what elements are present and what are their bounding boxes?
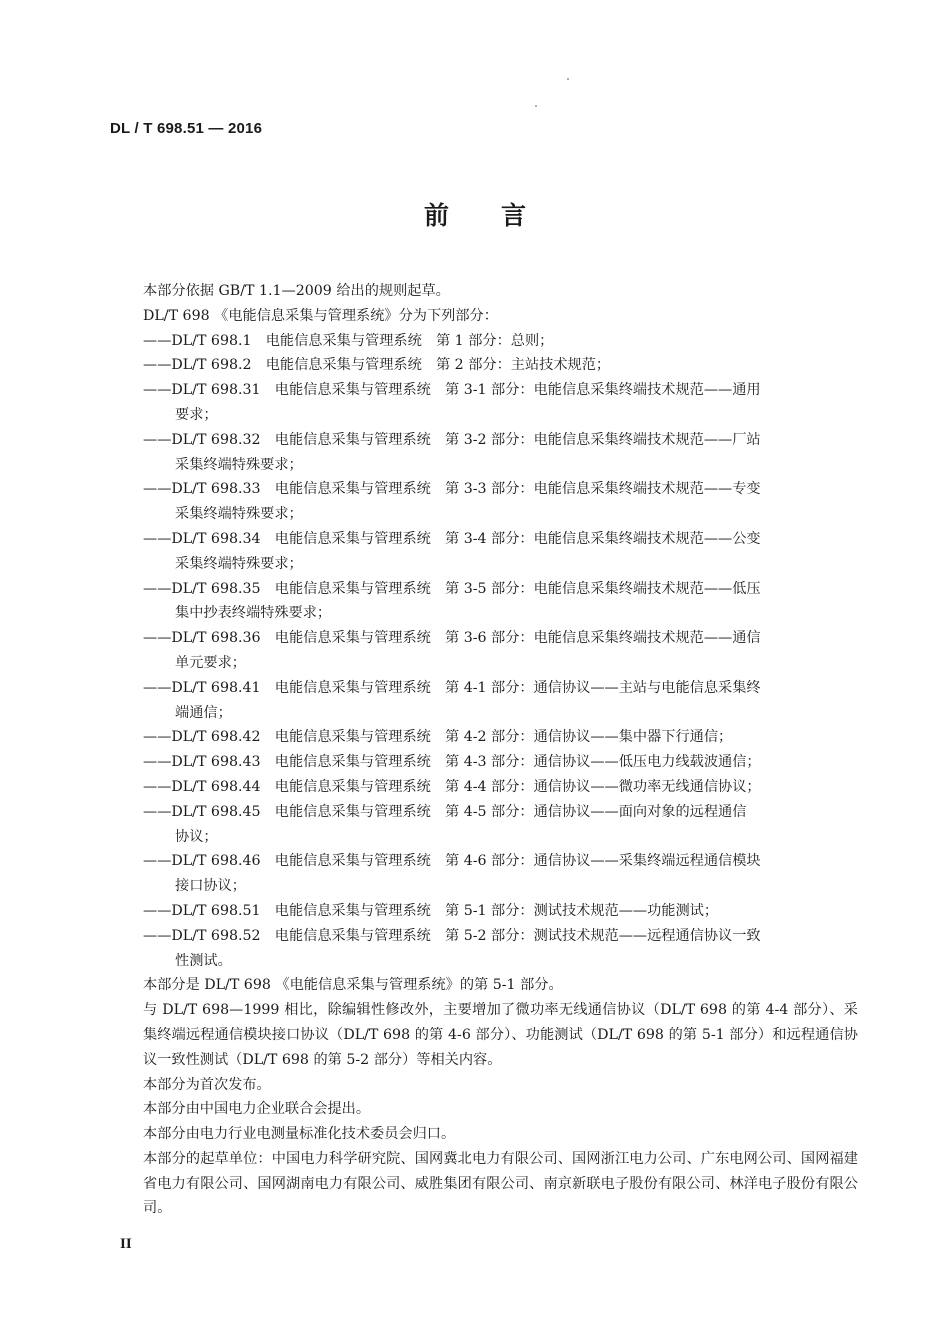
closing-paragraph: 本部分的起草单位：中国电力科学研究院、国网冀北电力有限公司、国网浙江电力公司、广东电网公司、国网福建省电力有限公司、国网湖南电力有限公司、威胜集团有限公司、南京新联电子股份有限公司、林洋电子股份有限公司。 [143,1150,858,1217]
closing-paragraph: 与 DL/T 698—1999 相比，除编辑性修改外，主要增加了微功率无线通信协议（DL/T 698 的第 4-4 部分）、采集终端远程通信模块接口协议（DL/T 698 的第 4-6 部分）、功能测试（DL/T 698 的第 5-1 部分）和远程通信协议一致性测试（DL/T 698 的第 5-2 部分）等相关内容。 [143,1002,858,1068]
list-item [143,353,858,378]
list-item-continuation: 接口协议； [175,878,246,895]
list-item-continuation: 端通信； [175,704,232,721]
list-item-continuation: 采集终端特殊要求； [175,506,303,523]
list-item-continuation: 采集终端特殊要求； [175,456,303,473]
list-item-text: ——DL/T 698.52 电能信息采集与管理系统 第 5-2 部分：测试技术规范——远程通信协议一致 [143,927,761,944]
list-item [143,725,858,750]
list-item-continuation: 集中抄表终端特殊要求； [175,605,332,622]
closing-block [143,973,858,1221]
list-item-text: ——DL/T 698.1 电能信息采集与管理系统 第 1 部分：总则； [143,332,554,349]
list-item-continuation: 采集终端特殊要求； [175,555,303,572]
list-item-continuation: 协议； [175,828,218,845]
list-item-text: ——DL/T 698.33 电能信息采集与管理系统 第 3-3 部分：电能信息采集终端技术规范——专变 [143,481,761,498]
list-item [143,775,858,800]
list-item-text: ——DL/T 698.45 电能信息采集与管理系统 第 4-5 部分：通信协议——面向对象的远程通信 [143,803,747,820]
standard-code-header: DL / T 698.51 — 2016 [110,120,263,137]
intro-paragraph: DL/T 698 《电能信息采集与管理系统》分为下列部分： [143,307,498,324]
list-item-text: ——DL/T 698.46 电能信息采集与管理系统 第 4-6 部分：通信协议——采集终端远程通信模块 [143,853,761,870]
closing-paragraph: 本部分是 DL/T 698 《电能信息采集与管理系统》的第 5-1 部分。 [143,977,563,994]
scan-speck [535,105,537,107]
closing-paragraph: 本部分由电力行业电测量标准化技术委员会归口。 [143,1126,456,1143]
list-item-text: ——DL/T 698.2 电能信息采集与管理系统 第 2 部分：主站技术规范； [143,357,611,374]
list-item [143,849,858,899]
list-item-continuation: 性测试。 [175,952,232,969]
list-item-continuation: 单元要求； [175,654,246,671]
list-item [143,626,858,676]
list-item [143,899,858,924]
list-item-text: ——DL/T 698.44 电能信息采集与管理系统 第 4-4 部分：通信协议——微功率无线通信协议； [143,778,761,795]
list-item [143,428,858,478]
page-title: 前言 [423,201,578,230]
intro-paragraph: 本部分依据 GB/T 1.1—2009 给出的规则起草。 [143,283,450,299]
list-item-text: ——DL/T 698.41 电能信息采集与管理系统 第 4-1 部分：通信协议——主站与电能信息采集终 [143,679,761,696]
list-item [143,924,858,974]
list-item-text: ——DL/T 698.34 电能信息采集与管理系统 第 3-4 部分：电能信息采集终端技术规范——公变 [143,530,761,547]
list-item-text: ——DL/T 698.51 电能信息采集与管理系统 第 5-1 部分：测试技术规范——功能测试； [143,902,719,919]
list-item-text: ——DL/T 698.43 电能信息采集与管理系统 第 4-3 部分：通信协议——低压电力线载波通信； [143,754,761,771]
list-item [143,329,858,354]
list-item [143,477,858,527]
closing-paragraph: 本部分为首次发布。 [143,1076,271,1093]
list-item [143,800,858,850]
page-number: II [120,1236,132,1252]
list-item-text: ——DL/T 698.31 电能信息采集与管理系统 第 3-1 部分：电能信息采集终端技术规范——通用 [143,382,761,399]
parts-list [143,329,858,974]
scan-speck [567,78,569,80]
list-item [143,527,858,577]
closing-paragraph: 本部分由中国电力企业联合会提出。 [143,1101,371,1118]
list-item-text: ——DL/T 698.36 电能信息采集与管理系统 第 3-6 部分：电能信息采集终端技术规范——通信 [143,630,761,647]
list-item-continuation: 要求； [175,406,218,423]
list-item-text: ——DL/T 698.32 电能信息采集与管理系统 第 3-2 部分：电能信息采集终端技术规范——厂站 [143,431,761,448]
list-item [143,378,858,428]
list-item [143,577,858,627]
list-item-text: ——DL/T 698.35 电能信息采集与管理系统 第 3-5 部分：电能信息采集终端技术规范——低压 [143,580,761,597]
foreword-body [143,279,858,1221]
list-item-text: ——DL/T 698.42 电能信息采集与管理系统 第 4-2 部分：通信协议——集中器下行通信； [143,729,733,746]
list-item [143,750,858,775]
list-item [143,676,858,726]
